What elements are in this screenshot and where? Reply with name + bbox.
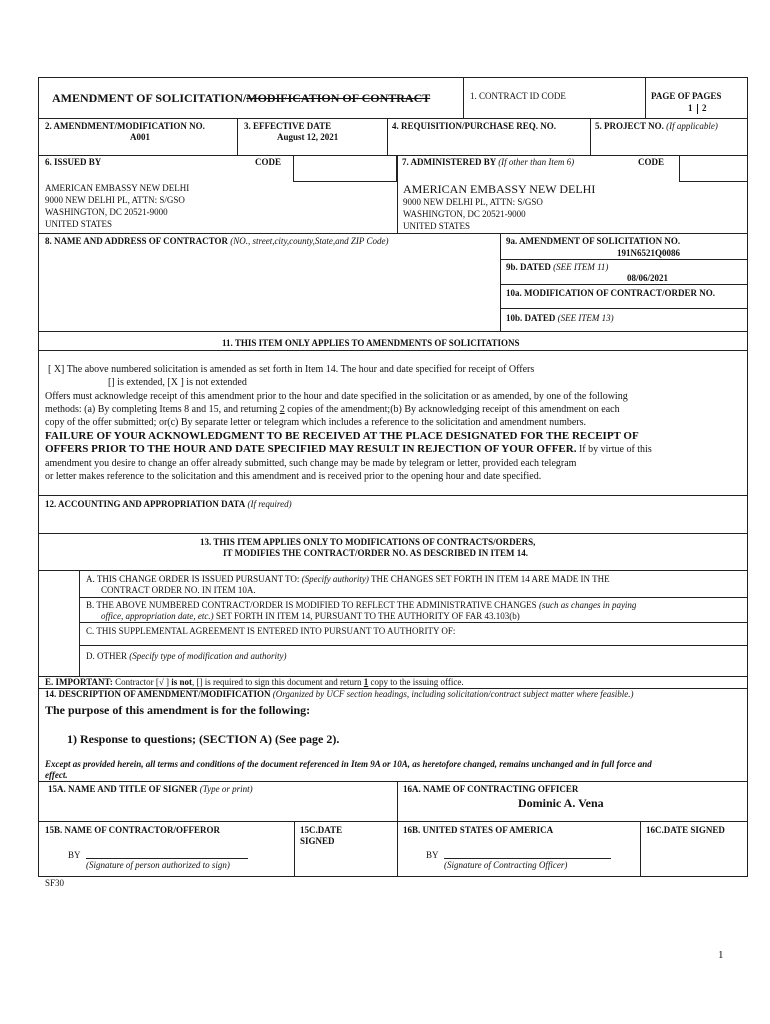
item12-label-text: 12. ACCOUNTING AND APPROPRIATION DATA <box>45 499 246 509</box>
divider <box>500 284 748 285</box>
item14-except-line-2: effect. <box>45 770 68 780</box>
item14-note: (Organized by UCF section headings, including solicitation/contract subject matter where feasible.) <box>272 689 634 699</box>
item-e-label: E. IMPORTANT: <box>45 677 113 687</box>
effective-date-label: 3. EFFECTIVE DATE <box>244 121 332 131</box>
item13-b-text-2: SET FORTH IN ITEM 14, PURSUANT TO THE AUTHORITY OF FAR 43.103(b) <box>213 611 520 621</box>
item14-label <box>45 689 634 700</box>
divider <box>294 821 295 877</box>
item13-b-line-2 <box>101 611 520 622</box>
divider <box>38 118 748 119</box>
contractor-signature-line[interactable] <box>86 858 248 859</box>
divider <box>500 308 748 309</box>
effective-date-value: August 12, 2021 <box>277 132 339 142</box>
divider <box>38 350 748 351</box>
signer-15a-note: (Type or print) <box>199 784 253 794</box>
item9a-label: 9a. AMENDMENT OF SOLICITATION NO. <box>506 236 681 246</box>
page-number: 1 <box>718 949 724 961</box>
item11-line-3: Offers must acknowledge receipt of this amendment prior to the hour and date specified in the solicitation or as amended, by one of the following <box>45 391 628 402</box>
issued-code-label: CODE <box>255 157 282 167</box>
admin-line-1: 9000 NEW DELHI PL, ATTN: S/GSO <box>403 197 543 207</box>
form-number: SF30 <box>45 878 65 888</box>
project-note: (If applicable) <box>666 121 718 131</box>
item11-line-2: [] is extended, [X ] is not extended <box>108 377 247 388</box>
contractor-15b-label: 15B. NAME OF CONTRACTOR/OFFEROR <box>45 825 221 835</box>
item-e-text-e: copy to the issuing office. <box>368 677 464 687</box>
item14-purpose: The purpose of this amendment is for the following: <box>45 703 311 717</box>
amendment-no-value: A001 <box>130 132 150 142</box>
item13-d-text: D. OTHER <box>86 651 130 661</box>
item-e-copies: 1 <box>363 677 369 687</box>
item13-c-line: C. THIS SUPPLEMENTAL AGREEMENT IS ENTERED INTO PURSUANT TO AUTHORITY OF: <box>86 626 456 636</box>
admin-code-label: CODE <box>638 157 665 167</box>
page-of-pages-label: PAGE OF PAGES <box>651 91 722 101</box>
item13-heading-1: 13. THIS ITEM APPLIES ONLY TO MODIFICATIONS OF CONTRACTS/ORDERS, <box>200 537 536 547</box>
contractor-label <box>45 236 389 247</box>
divider <box>463 77 464 118</box>
amendment-no-label: 2. AMENDMENT/MODIFICATION NO. <box>45 121 205 131</box>
divider <box>237 118 238 155</box>
item13-d-line <box>86 651 286 662</box>
by-label-contractor: BY <box>68 850 81 860</box>
item11-line-4a: methods: (a) By completing Items 8 and 15, and returning <box>45 404 280 415</box>
item11-copies: 2 <box>279 404 285 415</box>
administered-by-text: 7. ADMINISTERED BY <box>402 157 496 167</box>
item14-response: 1) Response to questions; (SECTION A) (See page 2). <box>67 732 340 746</box>
item12-label <box>45 499 292 510</box>
check-column-divider <box>79 570 80 676</box>
divider <box>500 259 748 260</box>
by-label-officer: BY <box>426 850 439 860</box>
item14-except-line-1: Except as provided herein, all terms and conditions of the document referenced in Item 9A or 10A, as heretofore changed, remains unchanged and in full force and <box>45 759 652 769</box>
divider <box>397 155 398 233</box>
item9b-label-text: 9b. DATED <box>506 262 551 272</box>
signer-15a-text: 15A. NAME AND TITLE OF SIGNER <box>48 784 198 794</box>
divider <box>645 77 646 118</box>
divider <box>79 645 748 646</box>
page-num: 1 <box>688 103 693 113</box>
item9b-note: (SEE ITEM 11) <box>553 262 609 272</box>
item11-line-7 <box>45 443 652 457</box>
divider <box>38 331 748 332</box>
contractor-label-text: 8. NAME AND ADDRESS OF CONTRACTOR <box>45 236 229 246</box>
admin-title: AMERICAN EMBASSY NEW DELHI <box>403 182 596 196</box>
issued-line-4: UNITED STATES <box>45 219 113 229</box>
usa-16b-label: 16B. UNITED STATES OF AMERICA <box>403 825 554 835</box>
administered-by-note: (If other than Item 6) <box>498 157 575 167</box>
item11-line-5: copy of the offer submitted; or(c) By separate letter or telegram which includes a reference to the solicitation and amendment numbers. <box>45 417 587 428</box>
item14-label-text: 14. DESCRIPTION OF AMENDMENT/MODIFICATION <box>45 689 271 699</box>
form-title <box>52 92 430 105</box>
issued-line-1: AMERICAN EMBASSY NEW DELHI <box>45 183 190 193</box>
item10a-label: 10a. MODIFICATION OF CONTRACT/ORDER NO. <box>506 288 716 298</box>
item13-b-note: (such as changes in paying <box>538 600 637 610</box>
issued-code-box[interactable] <box>293 155 397 182</box>
page-sep <box>697 104 698 114</box>
item11-line-7b: If by virtue of this <box>576 444 652 455</box>
item9b-label <box>506 262 608 273</box>
item11-line-8: amendment you desire to change an offer already submitted, such change may be made by telegram or letter, provided each telegram <box>45 458 577 469</box>
divider <box>38 570 748 571</box>
item13-d-note: (Specify type of modification and authority) <box>129 651 287 661</box>
item11-line-9: or letter makes reference to the solicitation and this amendment and is received prior to the opening hour and date specified. <box>45 471 542 482</box>
item13-a-text-2: THE CHANGES SET FORTH IN ITEM 14 ARE MADE IN THE <box>368 574 610 584</box>
issued-line-3: WASHINGTON, DC 20521-9000 <box>45 207 168 217</box>
item10b-note: (SEE ITEM 13) <box>557 313 614 323</box>
divider <box>38 233 748 234</box>
project-label-text: 5. PROJECT NO. <box>595 121 664 131</box>
item-e-text-a: Contractor [√ ] <box>112 677 172 687</box>
divider <box>38 495 748 496</box>
item13-a-line-1 <box>86 574 610 585</box>
contract-id-label: 1. CONTRACT ID CODE <box>470 91 566 101</box>
item11-line-6: FAILURE OF YOUR ACKNOWLEDGMENT TO BE RECEIVED AT THE PLACE DESIGNATED FOR THE RECEIPT OF <box>45 430 639 442</box>
item11-line-7a: OFFERS PRIOR TO THE HOUR AND DATE SPECIFIED MAY RESULT IN REJECTION OF YOUR OFFER. <box>45 443 577 455</box>
requisition-label: 4. REQUISITION/PURCHASE REQ. NO. <box>392 121 557 131</box>
officer-16a-label: 16A. NAME OF CONTRACTING OFFICER <box>403 784 579 794</box>
item13-a-line-2: CONTRACT ORDER NO. IN ITEM 10A. <box>101 585 256 595</box>
item11-line-4 <box>45 403 620 417</box>
divider <box>79 597 748 598</box>
date-15c-label-2: SIGNED <box>300 836 335 846</box>
divider <box>397 781 398 877</box>
item13-b-note-2: office, appropriation date, etc.) <box>101 611 214 621</box>
issued-by-label: 6. ISSUED BY <box>45 157 102 167</box>
page-total: 2 <box>702 103 707 113</box>
item-e-important <box>45 677 464 688</box>
contractor-note: (NO., street,city,county,State,and ZIP Code) <box>230 236 389 246</box>
signature-person-caption: (Signature of person authorized to sign) <box>86 860 230 870</box>
item12-note: (If required) <box>247 499 292 509</box>
admin-code-box[interactable] <box>679 155 748 182</box>
divider <box>590 118 591 155</box>
item9a-value: 191N6521Q0086 <box>617 248 680 258</box>
administered-by-label <box>402 157 574 168</box>
item13-a-text: A. THIS CHANGE ORDER IS ISSUED PURSUANT TO: <box>86 574 302 584</box>
title-amendment: AMENDMENT OF SOLICITATION/ <box>52 91 247 105</box>
divider <box>500 233 501 331</box>
item10b-label-text: 10b. DATED <box>506 313 556 323</box>
divider <box>38 781 748 782</box>
item13-b-line-1 <box>86 600 636 611</box>
item11-line-1: [ X] The above numbered solicitation is amended as set forth in Item 14. The hour and date specified for receipt of Offers <box>48 364 535 375</box>
project-label <box>595 121 718 132</box>
item11-heading: 11. THIS ITEM ONLY APPLIES TO AMENDMENTS OF SOLICITATIONS <box>222 338 520 348</box>
officer-signature-line[interactable] <box>444 858 611 859</box>
item10b-label <box>506 313 614 324</box>
divider <box>640 821 641 877</box>
title-modification-struck: MODIFICATION OF CONTRACT <box>246 91 431 105</box>
admin-line-3: UNITED STATES <box>403 221 471 231</box>
officer-name: Dominic A. Vena <box>518 796 604 810</box>
item13-a-authority: (Specify authority) <box>301 574 369 584</box>
signature-officer-caption: (Signature of Contracting Officer) <box>444 860 568 870</box>
admin-line-2: WASHINGTON, DC 20521-9000 <box>403 209 526 219</box>
item-e-is-not: is not <box>171 677 193 687</box>
item13-b-text: B. THE ABOVE NUMBERED CONTRACT/ORDER IS MODIFIED TO REFLECT THE ADMINISTRATIVE CHANGES <box>86 600 539 610</box>
divider <box>38 533 748 534</box>
divider <box>38 821 748 822</box>
item11-line-4c: copies of the amendment;(b) By acknowledging receipt of this amendment on each <box>284 404 620 415</box>
item9b-value: 08/06/2021 <box>627 273 669 283</box>
item13-heading-2: IT MODIFIES THE CONTRACT/ORDER NO. AS DESCRIBED IN ITEM 14. <box>223 548 528 558</box>
item-e-text-c: , [] is required to sign this document and return <box>192 677 364 687</box>
date-16c-label: 16C.DATE SIGNED <box>646 825 725 835</box>
divider <box>79 622 748 623</box>
date-15c-label-1: 15C.DATE <box>300 825 343 835</box>
page-count <box>688 103 707 114</box>
divider <box>387 118 388 155</box>
signer-15a-label <box>48 784 253 795</box>
issued-line-2: 9000 NEW DELHI PL, ATTN: S/GSO <box>45 195 185 205</box>
